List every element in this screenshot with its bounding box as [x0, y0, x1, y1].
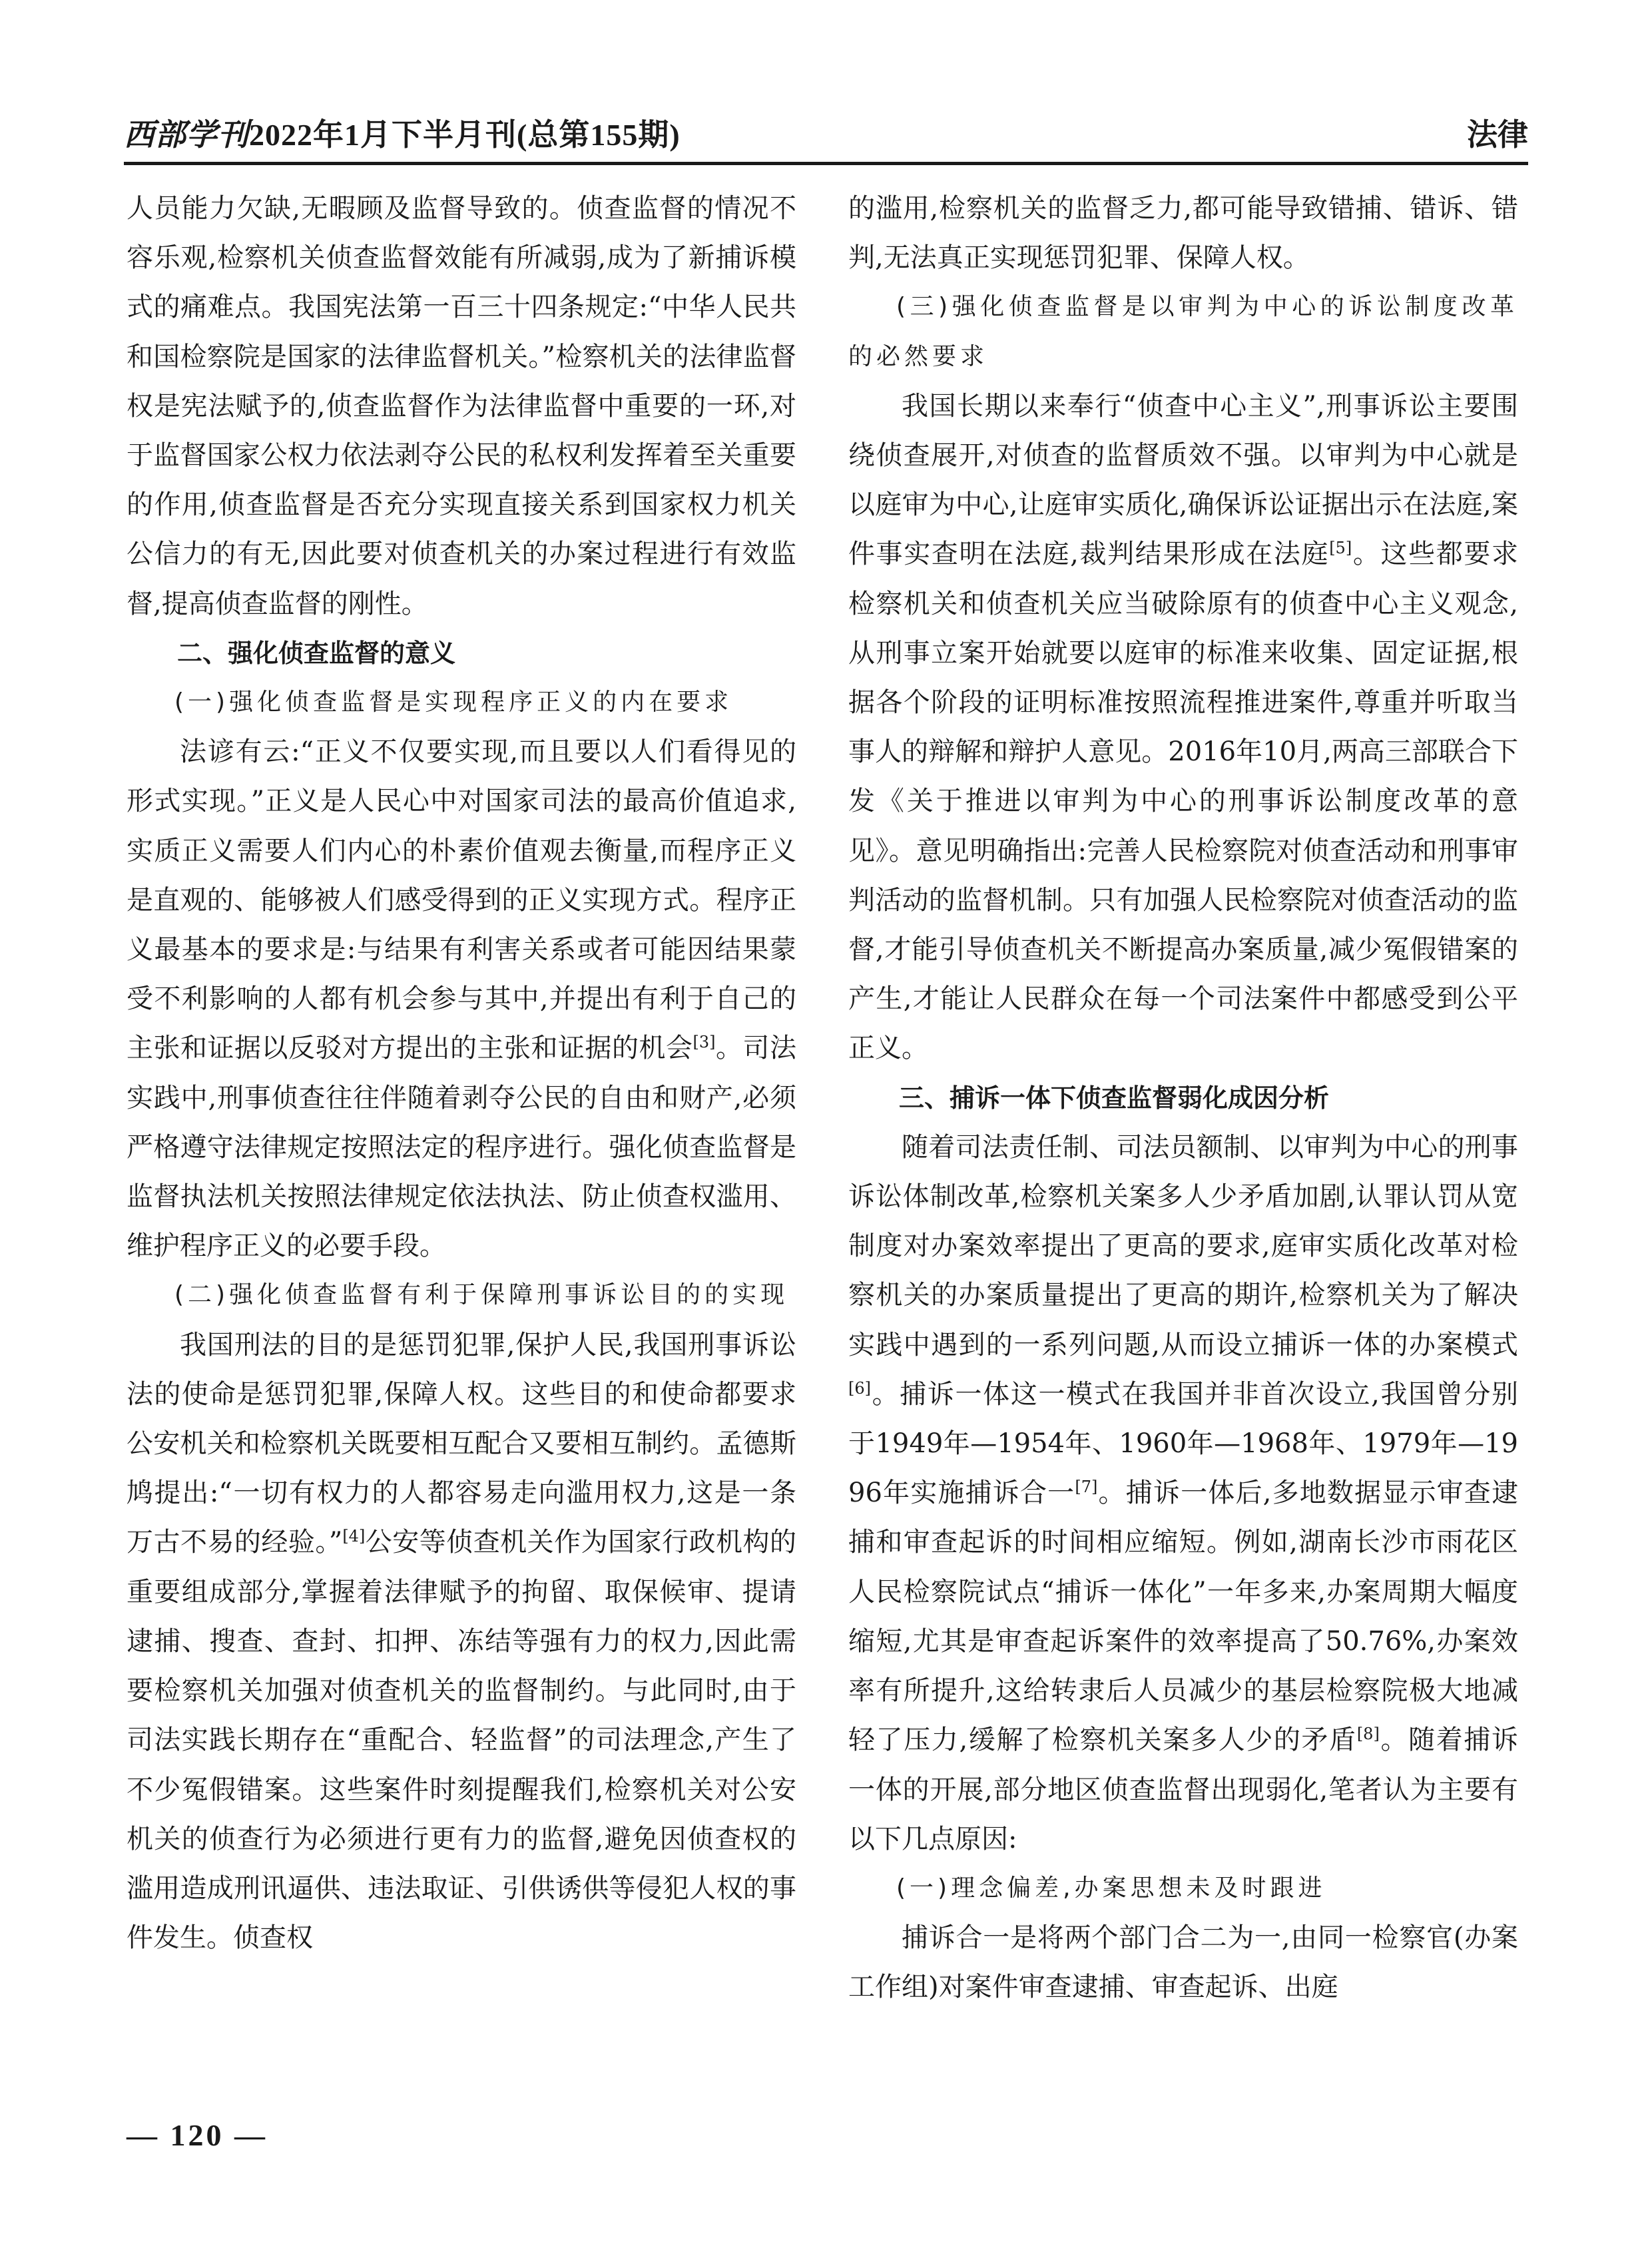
right-column [848, 184, 1518, 2012]
citation-ref: [8] [1356, 1725, 1380, 1744]
paragraph: 我国长期以来奉行“侦查中心主义”,刑事诉讼主要围绕侦查展开,对侦查的监督质效不强。以审判为中心就是以庭审为中心,让庭审实质化,确保诉讼证据出示在法庭,案件事实查明在法庭,裁判结果形成在法庭[5]。这些都要求检察机关和侦查机关应当破除原有的侦查中心主义观念,从刑事立案开始就要以庭审的标准来收集、固定证据,根据各个阶段的证明标准按照流程推进案件,尊重并听取当事人的辩解和辩护人意见。2016年10月,两高三部联合下发《关于推进以审判为中心的刑事诉讼制度改革的意见》。意见明确指出:完善人民检察院对侦查活动和刑事审判活动的监督机制。只有加强人民检察院对侦查活动的监督,才能引导侦查机关不断提高办案质量,减少冤假错案的产生,才能让人民群众在每一个司法案件中都感受到公平正义。 [848, 390, 1519, 1064]
citation-ref: [6] [848, 1378, 871, 1398]
paragraph: 随着司法责任制、司法员额制、以审判为中心的刑事诉讼体制改革,检察机关案多人少矛盾加剧,认罪认罚从宽制度对办案效率提出了更高的要求,庭审实质化改革对检察机关的办案质量提出了更高的期许,检察机关为了解决实践中遇到的一系列问题,从而设立捕诉一体的办案模式[6]。捕诉一体这一模式在我国并非首次设立,我国曾分别于1949年—1954年、1960年—1968年、1979年—1996年实施捕诉合一[7]。捕诉一体后,多地数据显示审查逮捕和审查起诉的时间相应缩短。例如,湖南长沙市雨花区人民检察院试点“捕诉一体化”一年多来,办案周期大幅度缩短,尤其是审查起诉案件的效率提高了50.76%,办案效率有所提升,这给转隶后人员减少的基层检察院极大地减轻了压力,缓解了检察机关案多人少的矛盾[8]。随着捕诉一体的开展,部分地区侦查监督出现弱化,笔者认为主要有以下几点原因: [848, 1131, 1518, 1854]
subsection-heading: (一)理念偏差,办案思想未及时跟进 [896, 1874, 1326, 1902]
paragraph: 捕诉合一是将两个部门合二为一,由同一检察官(办案工作组)对案件审查逮捕、审查起诉、出庭 [848, 1922, 1518, 2003]
issue-label: 2022年1月下半月刊(总第155期) [249, 118, 681, 152]
paragraph: 我国刑法的目的是惩罚犯罪,保护人民,我国刑事诉讼法的使命是惩罚犯罪,保障人权。这些目的和使命都要求公安机关和检察机关既要相互配合又要相互制约。孟德斯鸠提出:“一切有权力的人都容易走向滥用权力,这是一条万古不易的经验。”[4]公安等侦查机关作为国家行政机构的重要组成部分,掌握着法律赋予的拘留、取保候审、提请逮捕、搜查、查封、扣押、冻结等强有力的权力,因此需要检察机关加强对侦查机关的监督制约。与此同时,由于司法实践长期存在“重配合、轻监督”的司法理念,产生了不少冤假错案。这些案件时刻提醒我们,检察机关对公安机关的侦查行为必须进行更有力的监督,避免因侦查权的滥用造成刑讯逼供、违法取证、引供诱供等侵犯人权的事件发生。侦查权 [127, 1329, 797, 1954]
paragraph: 的滥用,检察机关的监督乏力,都可能导致错捕、错诉、错判,无法真正实现惩罚犯罪、保障人权。 [848, 193, 1518, 274]
subsection-heading: (二)强化侦查监督有利于保障刑事诉讼目的的实现 [174, 1281, 789, 1309]
journal-logo: 西部学刊 [124, 118, 249, 152]
section-heading: 三、捕诉一体下侦查监督弱化成因分析 [899, 1083, 1330, 1113]
journal-title [124, 111, 681, 154]
paragraph: 人员能力欠缺,无暇顾及监督导致的。侦查监督的情况不容乐观,检察机关侦查监督效能有所减弱,成为了新捕诉模式的痛难点。我国宪法第一百三十四条规定:“中华人民共和国检察院是国家的法律监督机关。”检察机关的法律监督权是宪法赋予的,侦查监督作为法律监督中重要的一环,对于监督国家公权力依法剥夺公民的私权利发挥着至关重要的作用,侦查监督是否充分实现直接关系到国家权力机关公信力的有无,因此要对侦查机关的办案过程进行有效监督,提高侦查监督的刚性。 [127, 193, 796, 619]
left-column [127, 184, 796, 1962]
page-number: — 120 — [127, 2118, 268, 2152]
page-header [124, 112, 1528, 165]
citation-ref: [7] [1075, 1478, 1098, 1497]
paragraph: 法谚有云:“正义不仅要实现,而且要以人们看得见的形式实现。”正义是人民心中对国家司法的最高价值追求,实质正义需要人们内心的朴素价值观去衡量,而程序正义是直观的、能够被人们感受得到的正义实现方式。程序正义最基本的要求是:与结果有利害关系或者可能因结果蒙受不利影响的人都有机会参与其中,并提出有利于自己的主张和证据以反驳对方提出的主张和证据的机会[3]。司法实践中,刑事侦查往往伴随着剥夺公民的自由和财产,必须严格遵守法律规定按照法定的程序进行。强化侦查监督是监督执法机关按照法律规定依法执法、防止侦查权滥用、维护程序正义的必要手段。 [127, 736, 796, 1262]
subsection-heading: (三)强化侦查监督是以审判为中心的诉讼制度改革的必然要求 [848, 293, 1518, 370]
citation-ref: [3] [692, 1033, 716, 1052]
section-heading: 二、强化侦查监督的意义 [177, 638, 456, 668]
subsection-heading: (一)强化侦查监督是实现程序正义的内在要求 [174, 689, 733, 716]
citation-ref: [5] [1329, 539, 1352, 558]
citation-ref: [4] [342, 1527, 366, 1546]
section-label: 法律 [1467, 117, 1528, 152]
header-rule [124, 162, 1528, 165]
